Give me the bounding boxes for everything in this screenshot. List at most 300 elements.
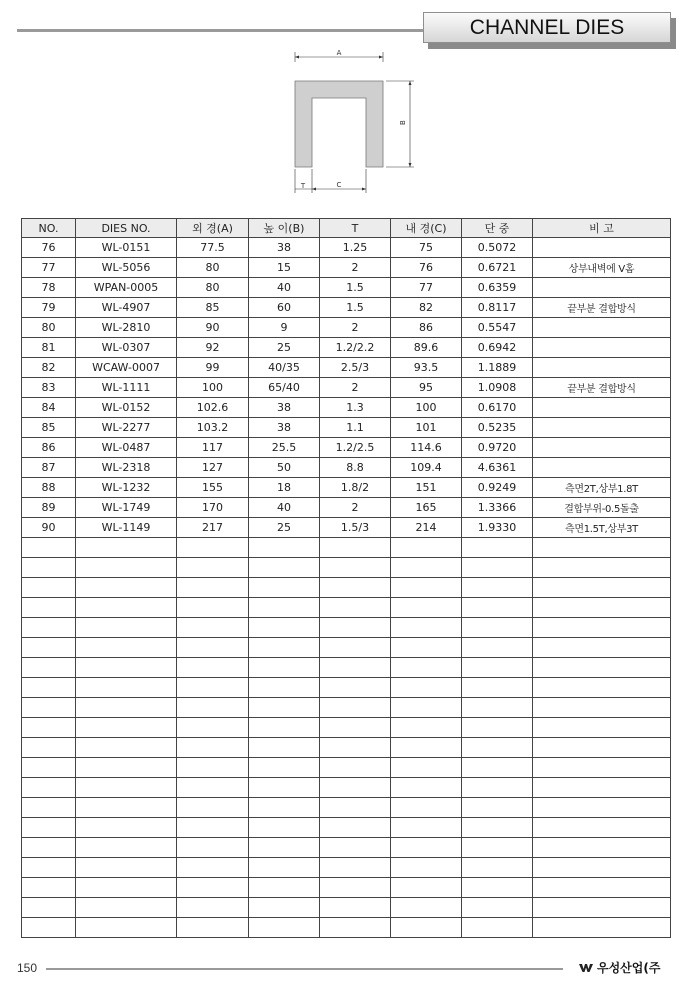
cell-unit-weight [462, 778, 533, 798]
table-row [22, 378, 671, 398]
cell-inner-diameter: 101 [391, 418, 462, 438]
cell-no: 84 [22, 398, 76, 418]
cell-height [249, 558, 320, 578]
table-row [22, 438, 671, 458]
cell-unit-weight [462, 698, 533, 718]
cell-unit-weight [462, 738, 533, 758]
cell-height: 40 [249, 498, 320, 518]
cell-height [249, 658, 320, 678]
cell-no [22, 898, 76, 918]
cell-dies-no [76, 798, 177, 818]
cell-no: 80 [22, 318, 76, 338]
cell-remarks [533, 778, 671, 798]
cell-unit-weight: 1.9330 [462, 518, 533, 538]
cell-inner-diameter: 82 [391, 298, 462, 318]
cell-outer-diameter [177, 858, 249, 878]
cell-height [249, 718, 320, 738]
cell-height [249, 738, 320, 758]
cell-inner-diameter: 75 [391, 238, 462, 258]
cell-outer-diameter [177, 778, 249, 798]
cell-unit-weight [462, 898, 533, 918]
cell-thickness [320, 718, 391, 738]
cell-outer-diameter [177, 638, 249, 658]
cell-inner-diameter [391, 678, 462, 698]
cell-height: 9 [249, 318, 320, 338]
company-logo-icon [579, 963, 595, 973]
cell-outer-diameter [177, 878, 249, 898]
cell-thickness [320, 778, 391, 798]
cell-remarks [533, 838, 671, 858]
cell-thickness: 1.3 [320, 398, 391, 418]
empty-table-row [22, 798, 671, 818]
cell-inner-diameter [391, 758, 462, 778]
cell-outer-diameter: 80 [177, 278, 249, 298]
cell-remarks [533, 278, 671, 298]
empty-table-row [22, 718, 671, 738]
cell-outer-diameter [177, 678, 249, 698]
cell-thickness [320, 658, 391, 678]
cell-no: 83 [22, 378, 76, 398]
cell-inner-diameter: 89.6 [391, 338, 462, 358]
cell-no [22, 798, 76, 818]
col-header-inner-diameter: 내 경(C) [391, 219, 462, 238]
cell-dies-no [76, 858, 177, 878]
table-row [22, 318, 671, 338]
cell-height: 40/35 [249, 358, 320, 378]
cell-unit-weight [462, 678, 533, 698]
cell-outer-diameter [177, 718, 249, 738]
cell-dies-no: WPAN-0005 [76, 278, 177, 298]
cell-no [22, 858, 76, 878]
cell-inner-diameter: 93.5 [391, 358, 462, 378]
cell-no [22, 818, 76, 838]
table-row [22, 498, 671, 518]
cell-dies-no: WL-2277 [76, 418, 177, 438]
cell-unit-weight: 0.8117 [462, 298, 533, 318]
cell-remarks [533, 758, 671, 778]
cell-outer-diameter [177, 538, 249, 558]
col-header-height: 높 이(B) [249, 219, 320, 238]
cell-inner-diameter: 95 [391, 378, 462, 398]
cell-thickness [320, 838, 391, 858]
cell-height: 40 [249, 278, 320, 298]
cell-dies-no: WL-0487 [76, 438, 177, 458]
cell-unit-weight: 1.3366 [462, 498, 533, 518]
cell-unit-weight [462, 718, 533, 738]
cell-dies-no [76, 558, 177, 578]
cell-dies-no [76, 578, 177, 598]
cell-outer-diameter: 127 [177, 458, 249, 478]
cell-outer-diameter [177, 558, 249, 578]
cell-dies-no [76, 538, 177, 558]
cell-inner-diameter [391, 598, 462, 618]
cell-outer-diameter [177, 818, 249, 838]
cell-remarks [533, 598, 671, 618]
cell-height: 15 [249, 258, 320, 278]
cell-no: 82 [22, 358, 76, 378]
empty-table-row [22, 818, 671, 838]
cell-inner-diameter: 100 [391, 398, 462, 418]
cell-remarks [533, 678, 671, 698]
cell-outer-diameter [177, 598, 249, 618]
cell-thickness [320, 638, 391, 658]
cell-thickness: 2 [320, 498, 391, 518]
channel-profile-diagram [290, 48, 420, 198]
cell-inner-diameter [391, 738, 462, 758]
cell-dies-no: WL-4907 [76, 298, 177, 318]
empty-table-row [22, 898, 671, 918]
cell-height [249, 598, 320, 618]
cell-outer-diameter: 103.2 [177, 418, 249, 438]
cell-inner-diameter [391, 778, 462, 798]
company-name: 우성산업(주 [597, 961, 661, 975]
cell-height: 25 [249, 518, 320, 538]
cell-no: 86 [22, 438, 76, 458]
cell-remarks [533, 638, 671, 658]
cell-thickness [320, 878, 391, 898]
cell-unit-weight: 0.6942 [462, 338, 533, 358]
cell-remarks [533, 438, 671, 458]
cell-unit-weight [462, 618, 533, 638]
cell-dies-no [76, 838, 177, 858]
cell-remarks [533, 878, 671, 898]
cell-height: 50 [249, 458, 320, 478]
cell-unit-weight: 0.9249 [462, 478, 533, 498]
page-number: 150 [17, 961, 38, 975]
empty-table-row [22, 878, 671, 898]
cell-outer-diameter [177, 918, 249, 938]
cell-thickness [320, 598, 391, 618]
cell-unit-weight: 4.6361 [462, 458, 533, 478]
footer-rule [46, 968, 563, 970]
cell-dies-no: WL-0151 [76, 238, 177, 258]
cell-height [249, 838, 320, 858]
cell-unit-weight [462, 758, 533, 778]
empty-table-row [22, 918, 671, 938]
cell-height: 38 [249, 238, 320, 258]
cell-thickness [320, 538, 391, 558]
cell-no: 87 [22, 458, 76, 478]
cell-outer-diameter: 100 [177, 378, 249, 398]
cell-unit-weight [462, 858, 533, 878]
cell-no [22, 918, 76, 938]
cell-thickness [320, 798, 391, 818]
cell-remarks [533, 818, 671, 838]
page-title: CHANNEL DIES [423, 12, 671, 43]
cell-outer-diameter [177, 578, 249, 598]
cell-thickness [320, 618, 391, 638]
cell-dies-no: WL-0307 [76, 338, 177, 358]
cell-no [22, 838, 76, 858]
cell-dies-no [76, 638, 177, 658]
cell-remarks: 결합부위-0.5돌출 [533, 498, 671, 518]
cell-thickness [320, 558, 391, 578]
cell-dies-no: WL-2318 [76, 458, 177, 478]
cell-inner-diameter [391, 558, 462, 578]
cell-no: 89 [22, 498, 76, 518]
cell-remarks [533, 238, 671, 258]
cell-inner-diameter: 214 [391, 518, 462, 538]
cell-no [22, 598, 76, 618]
cell-dies-no [76, 598, 177, 618]
cell-thickness: 1.2/2.2 [320, 338, 391, 358]
cell-dies-no: WL-1232 [76, 478, 177, 498]
cell-no: 77 [22, 258, 76, 278]
cell-no [22, 738, 76, 758]
empty-table-row [22, 858, 671, 878]
cell-remarks [533, 398, 671, 418]
empty-table-row [22, 658, 671, 678]
cell-height [249, 618, 320, 638]
cell-remarks [533, 418, 671, 438]
cell-thickness: 1.8/2 [320, 478, 391, 498]
cell-thickness: 1.5 [320, 298, 391, 318]
cell-outer-diameter: 77.5 [177, 238, 249, 258]
cell-unit-weight: 0.6359 [462, 278, 533, 298]
header-rule [17, 29, 432, 32]
cell-remarks [533, 538, 671, 558]
cell-inner-diameter [391, 578, 462, 598]
cell-height [249, 538, 320, 558]
cell-thickness [320, 918, 391, 938]
cell-height [249, 878, 320, 898]
cell-height: 25 [249, 338, 320, 358]
cell-thickness: 2.5/3 [320, 358, 391, 378]
channel-shape [295, 81, 383, 167]
table-header-row [22, 219, 671, 238]
col-header-outer-diameter: 외 경(A) [177, 219, 249, 238]
empty-table-row [22, 778, 671, 798]
table-row [22, 418, 671, 438]
company-brand [579, 959, 660, 976]
cell-unit-weight: 0.9720 [462, 438, 533, 458]
cell-no [22, 678, 76, 698]
col-header-dies-no: DIES NO. [76, 219, 177, 238]
cell-outer-diameter: 155 [177, 478, 249, 498]
cell-height [249, 798, 320, 818]
cell-inner-diameter [391, 918, 462, 938]
cell-remarks [533, 618, 671, 638]
cell-outer-diameter: 170 [177, 498, 249, 518]
empty-table-row [22, 538, 671, 558]
cell-no: 90 [22, 518, 76, 538]
cell-remarks [533, 698, 671, 718]
cell-thickness: 2 [320, 378, 391, 398]
cell-height [249, 578, 320, 598]
cell-remarks [533, 338, 671, 358]
cell-unit-weight: 0.5235 [462, 418, 533, 438]
cell-height: 60 [249, 298, 320, 318]
cell-dies-no [76, 678, 177, 698]
cell-thickness [320, 898, 391, 918]
cell-outer-diameter: 102.6 [177, 398, 249, 418]
empty-table-row [22, 838, 671, 858]
cell-no: 78 [22, 278, 76, 298]
cell-thickness [320, 578, 391, 598]
cell-inner-diameter [391, 698, 462, 718]
cell-outer-diameter [177, 758, 249, 778]
cell-no [22, 538, 76, 558]
empty-table-row [22, 638, 671, 658]
empty-table-row [22, 598, 671, 618]
dimension-label-b: B [399, 120, 407, 125]
cell-remarks [533, 318, 671, 338]
cell-thickness: 1.1 [320, 418, 391, 438]
cell-unit-weight [462, 538, 533, 558]
table-row [22, 398, 671, 418]
cell-remarks [533, 918, 671, 938]
table-row [22, 258, 671, 278]
cell-no: 79 [22, 298, 76, 318]
cell-inner-diameter: 151 [391, 478, 462, 498]
cell-dies-no [76, 778, 177, 798]
cell-height: 25.5 [249, 438, 320, 458]
cell-thickness [320, 818, 391, 838]
cell-thickness [320, 678, 391, 698]
cell-dies-no: WL-2810 [76, 318, 177, 338]
cell-outer-diameter [177, 698, 249, 718]
cell-thickness [320, 698, 391, 718]
cell-inner-diameter [391, 658, 462, 678]
cell-thickness [320, 738, 391, 758]
cell-unit-weight [462, 818, 533, 838]
cell-outer-diameter: 85 [177, 298, 249, 318]
cell-unit-weight [462, 878, 533, 898]
cell-thickness: 8.8 [320, 458, 391, 478]
cell-unit-weight [462, 558, 533, 578]
cell-remarks: 끝부분 결합방식 [533, 378, 671, 398]
cell-outer-diameter: 80 [177, 258, 249, 278]
cell-dies-no [76, 878, 177, 898]
cell-no [22, 658, 76, 678]
cell-remarks: 측면1.5T,상부3T [533, 518, 671, 538]
cell-remarks: 상부내벽에 V홈 [533, 258, 671, 278]
cell-unit-weight [462, 638, 533, 658]
cell-dies-no [76, 658, 177, 678]
cell-outer-diameter [177, 798, 249, 818]
cell-no [22, 618, 76, 638]
cell-unit-weight: 1.1889 [462, 358, 533, 378]
cell-height [249, 778, 320, 798]
cell-remarks [533, 798, 671, 818]
cell-inner-diameter: 165 [391, 498, 462, 518]
cell-thickness: 2 [320, 318, 391, 338]
cell-thickness: 1.5 [320, 278, 391, 298]
cell-dies-no [76, 738, 177, 758]
cell-dies-no: WL-1149 [76, 518, 177, 538]
cell-dies-no [76, 898, 177, 918]
cell-inner-diameter: 77 [391, 278, 462, 298]
cell-height [249, 898, 320, 918]
empty-table-row [22, 578, 671, 598]
cell-dies-no [76, 918, 177, 938]
cell-inner-diameter [391, 538, 462, 558]
cell-dies-no: WL-1111 [76, 378, 177, 398]
cell-dies-no [76, 758, 177, 778]
cell-no: 85 [22, 418, 76, 438]
cell-inner-diameter [391, 858, 462, 878]
cell-inner-diameter [391, 718, 462, 738]
cell-dies-no [76, 718, 177, 738]
cell-unit-weight: 1.0908 [462, 378, 533, 398]
cell-inner-diameter: 114.6 [391, 438, 462, 458]
cell-no [22, 638, 76, 658]
table-row [22, 338, 671, 358]
cell-dies-no: WL-1749 [76, 498, 177, 518]
dimension-label-t: T [300, 182, 306, 190]
cell-dies-no: WL-5056 [76, 258, 177, 278]
table-row [22, 298, 671, 318]
cell-inner-diameter [391, 798, 462, 818]
cell-thickness [320, 858, 391, 878]
cell-outer-diameter [177, 618, 249, 638]
cell-unit-weight [462, 918, 533, 938]
cell-inner-diameter: 109.4 [391, 458, 462, 478]
cell-dies-no [76, 698, 177, 718]
cell-inner-diameter: 86 [391, 318, 462, 338]
cell-outer-diameter [177, 738, 249, 758]
cell-height [249, 758, 320, 778]
cell-dies-no: WCAW-0007 [76, 358, 177, 378]
cell-dies-no [76, 618, 177, 638]
cell-remarks [533, 718, 671, 738]
cell-no: 88 [22, 478, 76, 498]
col-header-unit-weight: 단 중 [462, 219, 533, 238]
dimension-label-c: C [336, 181, 342, 189]
cell-no [22, 758, 76, 778]
cell-unit-weight [462, 578, 533, 598]
cell-thickness: 2 [320, 258, 391, 278]
cell-no [22, 718, 76, 738]
cell-remarks: 끝부분 결합방식 [533, 298, 671, 318]
cell-inner-diameter [391, 638, 462, 658]
table-row [22, 358, 671, 378]
cell-height: 38 [249, 418, 320, 438]
cell-remarks [533, 458, 671, 478]
cell-height: 38 [249, 398, 320, 418]
cell-outer-diameter: 217 [177, 518, 249, 538]
cell-outer-diameter [177, 658, 249, 678]
cell-thickness: 1.2/2.5 [320, 438, 391, 458]
cell-no: 81 [22, 338, 76, 358]
cell-outer-diameter [177, 898, 249, 918]
cell-no [22, 578, 76, 598]
table-row [22, 238, 671, 258]
col-header-thickness: T [320, 219, 391, 238]
cell-remarks [533, 558, 671, 578]
cell-inner-diameter: 76 [391, 258, 462, 278]
col-header-remarks: 비 고 [533, 219, 671, 238]
cell-dies-no: WL-0152 [76, 398, 177, 418]
table-row [22, 478, 671, 498]
cell-inner-diameter [391, 898, 462, 918]
cell-unit-weight [462, 838, 533, 858]
cell-thickness: 1.5/3 [320, 518, 391, 538]
cell-remarks [533, 658, 671, 678]
cell-height [249, 698, 320, 718]
cell-unit-weight: 0.5072 [462, 238, 533, 258]
dimension-label-a: A [336, 49, 342, 57]
cell-remarks [533, 358, 671, 378]
table-row [22, 518, 671, 538]
cell-inner-diameter [391, 618, 462, 638]
cell-inner-diameter [391, 818, 462, 838]
empty-table-row [22, 698, 671, 718]
col-header-no: NO. [22, 219, 76, 238]
cell-thickness [320, 758, 391, 778]
cell-height [249, 678, 320, 698]
empty-table-row [22, 678, 671, 698]
